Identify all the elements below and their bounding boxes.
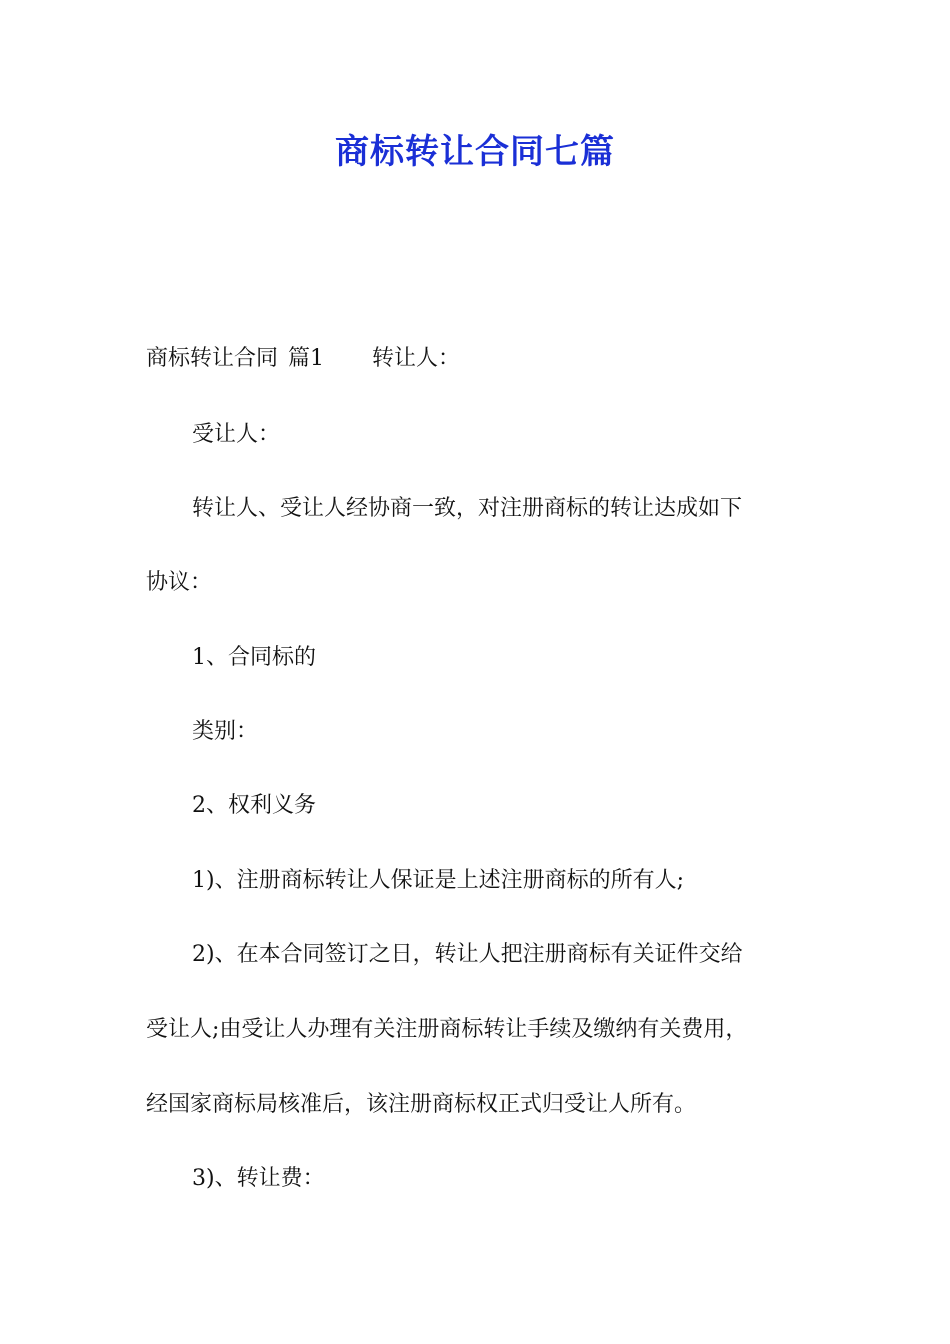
transferor-label: 转让人： bbox=[372, 346, 461, 371]
section-number: 篇1 bbox=[288, 346, 325, 371]
document-title: 商标转让合同七篇 bbox=[335, 132, 615, 172]
paragraph-line: 类别： bbox=[192, 719, 259, 744]
section-heading-line bbox=[146, 343, 816, 375]
paragraph-line: 3)、转让费： bbox=[192, 1166, 325, 1191]
paragraph-line: 受让人;由受让人办理有关注册商标转让手续及缴纳有关费用， bbox=[146, 1017, 748, 1042]
paragraph-line: 2)、在本合同签订之日，转让人把注册商标有关证件交给 bbox=[192, 942, 743, 967]
section-heading: 商标转让合同 bbox=[146, 346, 279, 371]
paragraph-line: 2、权利义务 bbox=[192, 793, 316, 818]
paragraph-line: 1、合同标的 bbox=[192, 645, 316, 670]
paragraph-line: 经国家商标局核准后，该注册商标权正式归受让人所有。 bbox=[146, 1092, 697, 1117]
paragraph-line: 转让人、受让人经协商一致，对注册商标的转让达成如下 bbox=[192, 496, 743, 521]
paragraph-line: 协议： bbox=[146, 570, 213, 595]
paragraph-line: 受让人： bbox=[192, 422, 281, 447]
paragraph-line: 1)、注册商标转让人保证是上述注册商标的所有人; bbox=[192, 868, 684, 893]
